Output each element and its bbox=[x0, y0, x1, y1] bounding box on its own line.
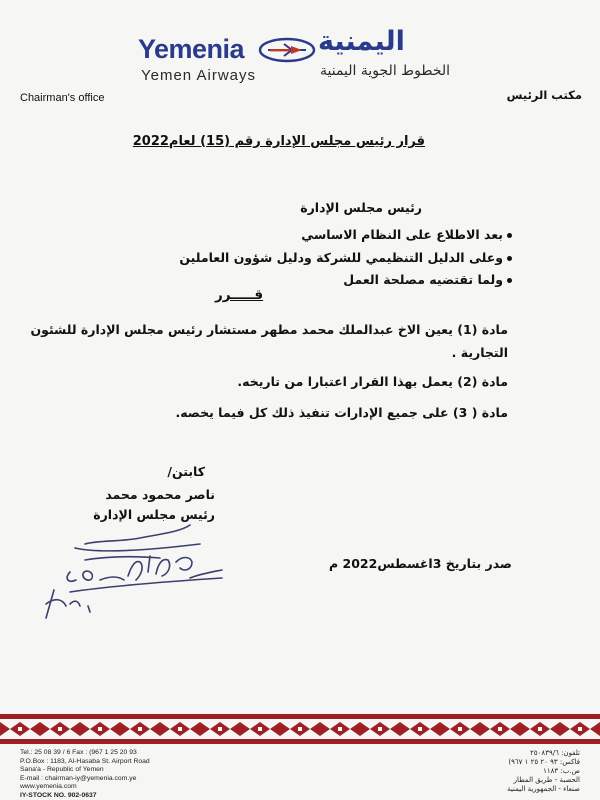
brand-subtitle-en: Yemen Airways bbox=[141, 67, 256, 84]
bullet-icon bbox=[507, 278, 512, 283]
brand-name-ar: اليمنية bbox=[318, 26, 405, 57]
preamble-item bbox=[301, 227, 512, 242]
brand-subtitle-ar: الخطوط الجوية اليمنية bbox=[320, 63, 451, 79]
signatory-rank: كابتن/ bbox=[167, 464, 205, 479]
handwritten-signature bbox=[40, 520, 230, 630]
yemenia-logo-icon bbox=[258, 36, 316, 64]
preamble-item bbox=[343, 272, 512, 287]
footer-phone-ar: تلفون: ٢٥٠٨٣٩/٦ bbox=[530, 749, 580, 757]
bullet-icon bbox=[507, 233, 512, 238]
article-1-line-1: مادة (1) يعين الاخ عبدالملك محمد مطهر مستشار رئيس مجلس الإدارة للشئون bbox=[30, 322, 508, 337]
footer-website: www.yemenia.com bbox=[20, 783, 77, 791]
decree-heading: قـــــرر bbox=[215, 287, 264, 303]
signatory-name: ناصر محمود محمد bbox=[105, 487, 215, 502]
signatory-position: رئيس مجلس الإدارة bbox=[93, 507, 215, 522]
article-1-line-2: التجارية . bbox=[451, 345, 508, 360]
office-label-ar: مكتب الرئيس bbox=[506, 88, 582, 102]
preamble-text: ولما تقتضيه مصلحة العمل bbox=[343, 272, 503, 287]
preamble-text: وعلى الدليل التنظيمي للشركة ودليل شؤون العاملين bbox=[179, 250, 503, 265]
footer-city-ar: صنعاء - الجمهورية اليمنية bbox=[507, 785, 580, 793]
preamble-text: بعد الاطلاع على النظام الاساسي bbox=[301, 227, 503, 242]
bullet-icon bbox=[507, 256, 512, 261]
article-2: مادة (2) يعمل بهذا القرار اعتبارا من تاريخه. bbox=[237, 374, 508, 389]
brand-name-en: Yemenia bbox=[138, 34, 245, 64]
issue-date: صدر بتاريخ 3اغسطس2022 م bbox=[329, 556, 512, 571]
preamble-item bbox=[179, 250, 512, 265]
footer-email: E-mail : chairman-iy@yemenia.com.ye bbox=[20, 774, 137, 782]
footer-pobox-ar: ص.ب: ١١٨٣ bbox=[543, 767, 580, 775]
office-label-en: Chairman's office bbox=[20, 92, 105, 104]
footer-phone: Tel.: 25 08 39 / 6 Fax : (967 1 25 20 93 bbox=[20, 749, 137, 756]
decision-title: قرار رئيس مجلس الإدارة رقم (15) لعام2022 bbox=[132, 134, 425, 149]
addressee: رئيس مجلس الإدارة bbox=[300, 200, 422, 215]
decorative-border-band bbox=[0, 712, 600, 746]
footer-stock-number: IY-STOCK NO. 902-0637 bbox=[20, 791, 97, 799]
footer-pobox: P.O.Box : 1183, Al-Hasaba St. Airport Road bbox=[20, 757, 150, 765]
article-3: مادة ( 3) على جميع الإدارات تنفيذ ذلك كل فيما يخصه. bbox=[175, 405, 508, 420]
footer-city: Sana'a - Republic of Yemen bbox=[20, 766, 104, 774]
footer-contact-ar bbox=[507, 749, 580, 794]
footer-contact-en bbox=[20, 749, 150, 800]
footer-fax-ar: فاكس: ٩٣ ٢٠ ٢٥ ١ ٩٦٧) bbox=[508, 758, 580, 766]
footer-street-ar: الحصبة - طريق المطار bbox=[513, 776, 580, 784]
